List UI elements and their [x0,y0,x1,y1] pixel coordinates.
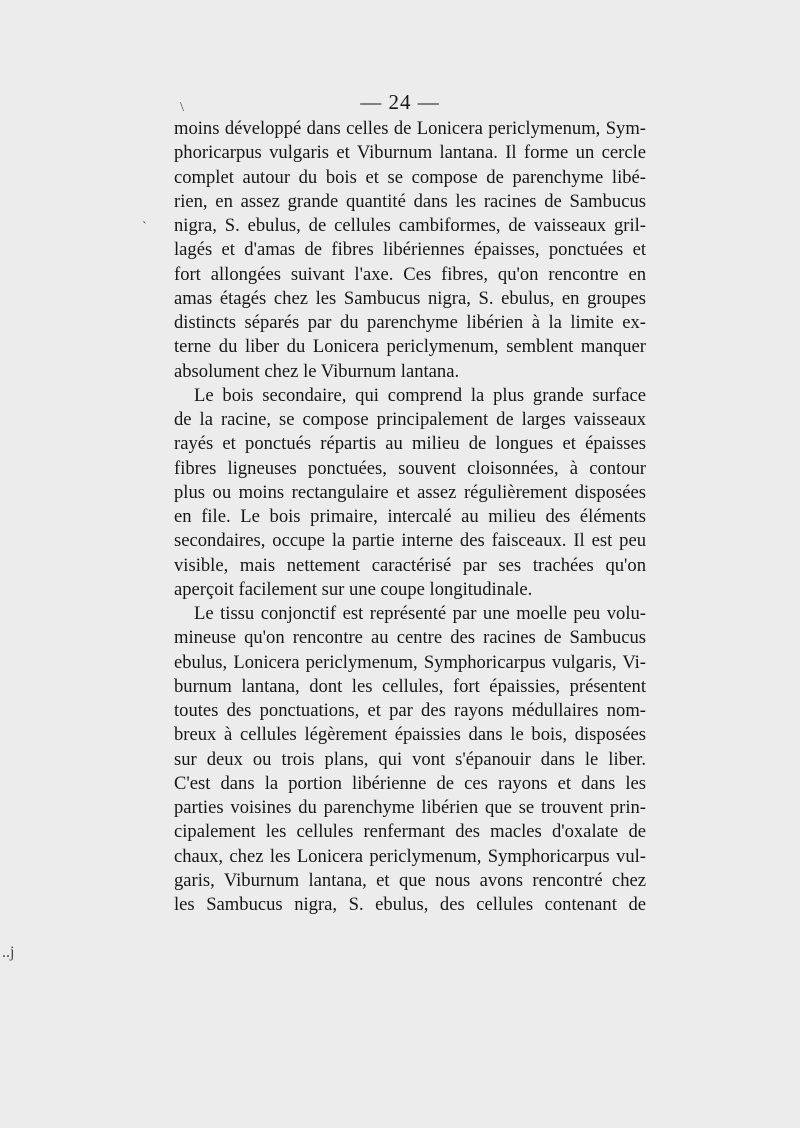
text-line: cipalement les cellules renfermant des macles d'oxalate de [174,821,646,843]
text-line: distincts séparés par du parenchyme libérien à la limite ex- [174,312,646,333]
text-line: burnum lantana, dont les cellules, fort épaissies, présentent [174,675,646,697]
text-line: les Sambucus nigra, S. ebulus, des cellules contenant de [174,894,646,915]
text-line: complet autour du bois et se compose de parenchyme libé- [174,166,646,188]
text-line: ebulus, Lonicera periclymenum, Symphoricarpus vulgaris, Vi- [174,651,646,673]
text-line: plus ou moins rectangulaire et assez régulièrement disposées [174,481,646,503]
text-line: mineuse qu'on rencontre au centre des racines de Sambucus [174,627,646,649]
text-line: phoricarpus vulgaris et Viburnum lantana. Il forme un cercle [174,142,646,164]
stray-mark-top: \ [180,100,184,115]
text-line: toutes des ponctuations, et par des rayons médullaires nom- [174,700,646,721]
text-line: breux à cellules légèrement épaissies dans le bois, disposées [174,724,646,746]
text-line: fort allongées suivant l'axe. Ces fibres, qu'on rencontre en [174,263,646,285]
text-line-paragraph-start: Le bois secondaire, qui comprend la plus grande surface [194,384,646,406]
text-line: de la racine, se compose principalement de larges vaisseaux [174,409,646,430]
body-text [174,117,646,917]
text-line: C'est dans la portion libérienne de ces rayons et dans les [174,772,646,794]
text-line: rayés et ponctués répartis au milieu de longues et épaisses [174,433,646,455]
stray-mark-left: ` [142,220,147,235]
text-line: amas étagés chez les Sambucus nigra, S. ebulus, en groupes [174,287,646,309]
text-line: fibres ligneuses ponctuées, souvent cloisonnées, à contour [174,457,646,479]
text-line-paragraph-start: Le tissu conjonctif est représenté par une moelle peu volu- [194,603,646,624]
text-line: sur deux ou trois plans, qui vont s'épanouir dans le liber. [174,748,646,770]
text-line: chaux, chez les Lonicera periclymenum, Symphoricarpus vul- [174,845,646,867]
text-line: secondaires, occupe la partie interne des faisceaux. Il est peu [174,530,646,552]
text-line-paragraph-end: absolument chez le Viburnum lantana. [174,360,460,382]
text-line: terne du liber du Lonicera periclymenum, semblent manquer [174,336,646,358]
text-line: en file. Le bois primaire, intercalé au milieu des éléments [174,506,646,527]
text-line: rien, en assez grande quantité dans les racines de Sambucus [174,190,646,212]
text-line: visible, mais nettement caractérisé par ses trachées qu'on [174,554,646,576]
text-line: nigra, S. ebulus, de cellules cambiformes, de vaisseaux gril- [174,215,646,236]
text-line: lagés et d'amas de fibres libériennes épaisses, ponctuées et [174,239,646,261]
text-line: parties voisines du parenchyme libérien que se trouvent prin- [174,797,646,818]
page-number: — 24 — [360,90,440,114]
stray-mark-corner: ..j [2,944,15,961]
text-line-paragraph-end: aperçoit facilement sur une coupe longitudinale. [174,578,533,600]
text-line: garis, Viburnum lantana, et que nous avons rencontré chez [174,869,646,891]
text-line: moins développé dans celles de Lonicera periclymenum, Sym- [174,118,646,139]
